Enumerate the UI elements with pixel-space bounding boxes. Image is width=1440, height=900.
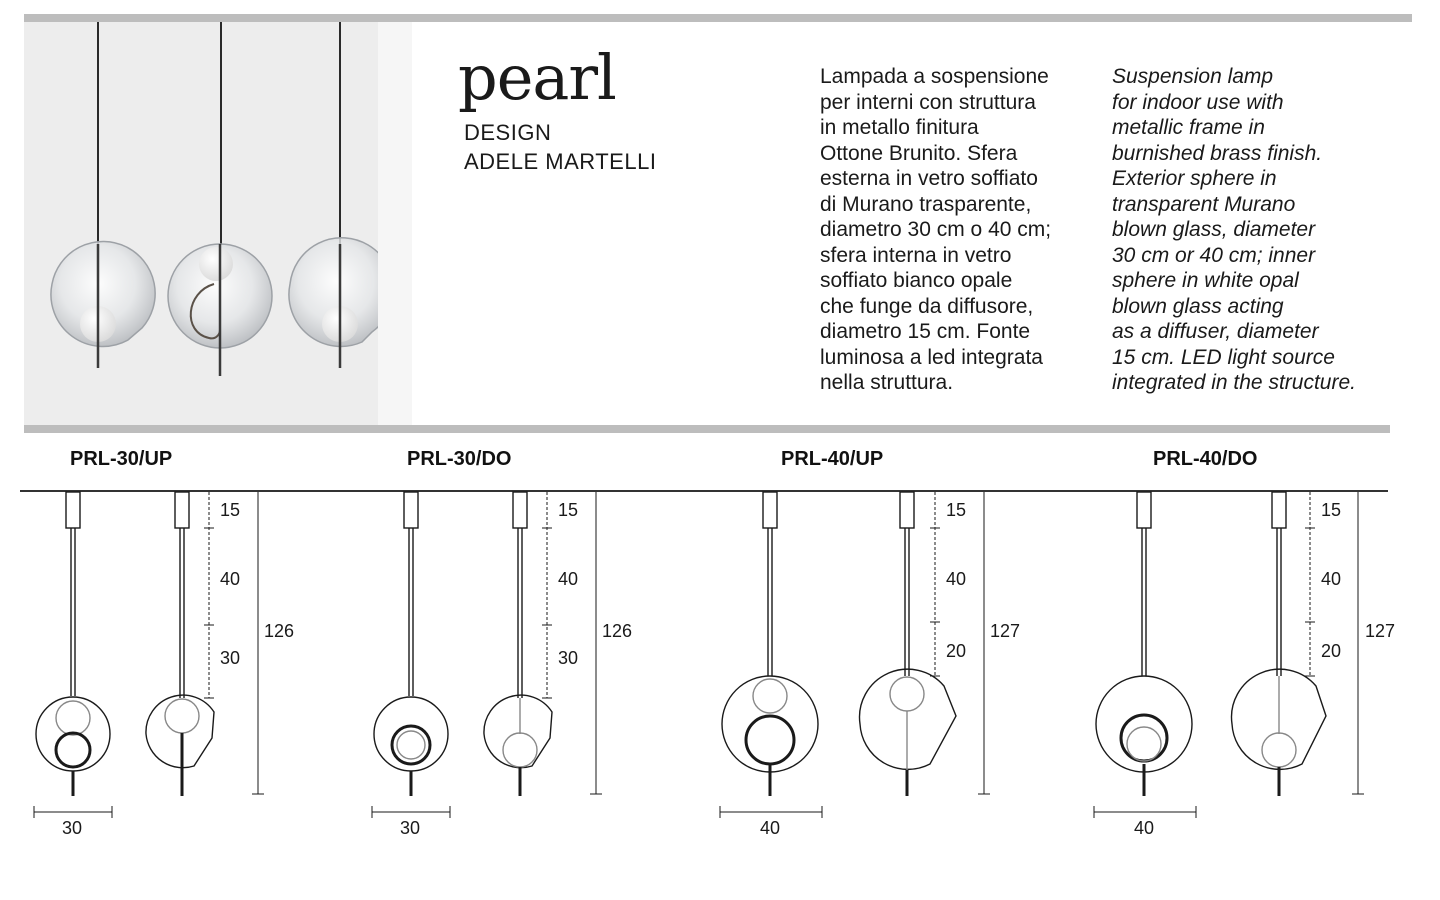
dim-15-prl-30-do: 15 xyxy=(558,500,579,520)
front-view xyxy=(722,492,818,796)
dim-40-prl-40-up: 40 xyxy=(946,569,967,589)
side-view xyxy=(146,492,214,796)
dim-30-prl-30-do: 30 xyxy=(558,648,579,668)
side-view xyxy=(1232,492,1326,796)
side-view xyxy=(860,492,956,796)
model-label-prl-30-up: PRL-30/UP xyxy=(70,448,173,470)
dim-total-prl-40-do: 127 xyxy=(1365,621,1396,641)
side-view xyxy=(484,492,552,796)
dim-diameter-prl-30-up: 30 xyxy=(62,818,83,838)
design-label: DESIGN xyxy=(464,120,552,145)
designer-name: ADELE MARTELLI xyxy=(464,149,657,174)
dim-total-prl-40-up: 127 xyxy=(990,621,1021,641)
dim-20-prl-40-do: 20 xyxy=(1321,641,1342,661)
model-label-prl-40-do: PRL-40/DO xyxy=(1153,448,1258,470)
dim-40-prl-30-do: 40 xyxy=(558,569,579,589)
dim-15-prl-30-up: 15 xyxy=(220,500,241,520)
description-english: Suspension lamp for indoor use with metallic frame in burnished brass finish. Exterior sphere in transparent Murano blown glass, diameter 30 cm or 40 cm; inner sphere in white opal blown glass acting as a diffuser, diameter 15 cm. LED light source integrated in the structure. xyxy=(1112,65,1356,394)
dim-40-prl-30-up: 40 xyxy=(220,569,241,589)
model-label-prl-40-up: PRL-40/UP xyxy=(781,448,884,470)
front-view xyxy=(1096,492,1192,796)
description-italian: Lampada a sospensione per interni con struttura in metallo finitura Ottone Brunito. Sfera esterna in vetro soffiato di Murano trasparente, diametro 30 cm o 40 cm; sfera interna in vetro soffiato bianco opale che funge da diffusore, diametro 15 cm. Fonte luminosa a led integrata nella struttura. xyxy=(820,65,1052,394)
dim-total-prl-30-do: 126 xyxy=(602,621,633,641)
dim-diameter-prl-40-up: 40 xyxy=(760,818,781,838)
dim-20-prl-40-up: 20 xyxy=(946,641,967,661)
front-view xyxy=(374,492,448,796)
front-view xyxy=(36,492,110,796)
product-name: pearl xyxy=(458,41,616,114)
dim-diameter-prl-40-do: 40 xyxy=(1134,818,1155,838)
dim-30-prl-30-up: 30 xyxy=(220,648,241,668)
dim-total-prl-30-up: 126 xyxy=(264,621,295,641)
dim-40-prl-40-do: 40 xyxy=(1321,569,1342,589)
dim-15-prl-40-do: 15 xyxy=(1321,500,1342,520)
dim-diameter-prl-30-do: 30 xyxy=(400,818,421,838)
model-label-prl-30-do: PRL-30/DO xyxy=(407,448,512,470)
dim-15-prl-40-up: 15 xyxy=(946,500,967,520)
